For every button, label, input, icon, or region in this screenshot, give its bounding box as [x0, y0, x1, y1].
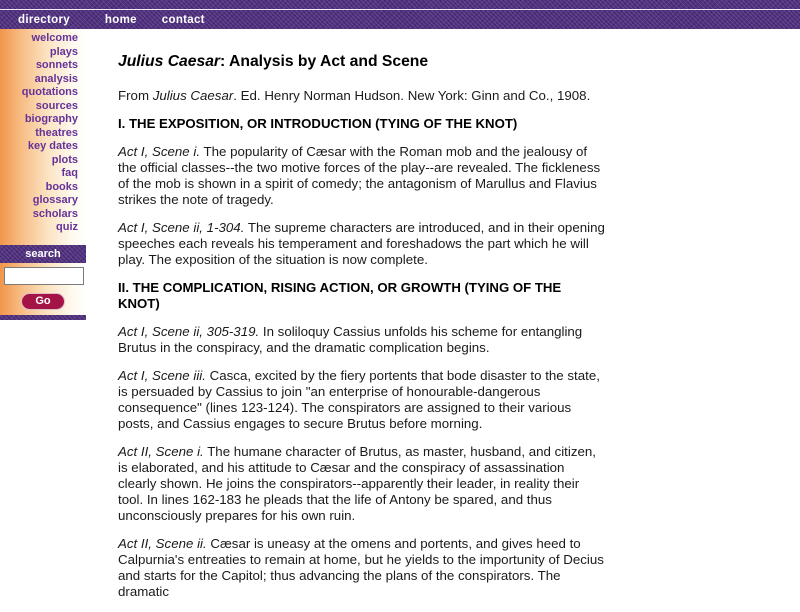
search-section-label: search: [0, 245, 86, 263]
paragraph-text: The humane character of Brutus, as master, husband, and citizen, is elaborated, and his attitude to Cæsar and the conspiracy of assassination clearly shown. He joins the conspirators--apparently their leader, in reality their tool. In lines 162-183 he pleads that the life of Antony be spared, and thus unconsciously prepares for his own ruin.: [118, 444, 596, 523]
top-navbar: [0, 10, 800, 29]
analysis-paragraph: [118, 368, 606, 432]
sidebar-item-quiz[interactable]: quiz: [56, 221, 78, 233]
source-line: [118, 88, 606, 104]
sidebar-item-scholars[interactable]: scholars: [32, 207, 78, 220]
section-heading-exposition: I. THE EXPOSITION, OR INTRODUCTION (TYING OF THE KNOT): [118, 116, 518, 131]
section-heading-complication: II. THE COMPLICATION, RISING ACTION, OR GROWTH (TYING OF THE KNOT): [118, 280, 562, 311]
page-title-rest: : Analysis by Act and Scene: [220, 53, 429, 70]
scene-reference: Act I, Scene i.: [118, 144, 201, 159]
sidebar-item-plots[interactable]: plots: [51, 153, 78, 166]
sidebar-item-key-dates[interactable]: key dates: [27, 140, 78, 152]
paragraph-text: The supreme characters are introduced, and in their opening speeches each reveals his temperament and foreshadows the part which he will play. The exposition of the situation is now complete.: [118, 220, 605, 267]
scene-reference: Act I, Scene ii, 305-319.: [118, 324, 260, 339]
sidebar-item-welcome[interactable]: welcome: [31, 32, 78, 44]
page-title: [118, 52, 606, 71]
sidebar-item-biography[interactable]: biography: [24, 113, 78, 125]
main-content: [118, 29, 606, 612]
sidebar-item-sources[interactable]: sources: [35, 99, 78, 112]
paragraph-text: Casca, excited by the fiery portents that bode disaster to the state, is persuaded by Cassius to join "an enterprise of honourable-dangerous consequence" (lines 123-124). The conspirators are assigned to their various posts, and Cassius engages to secure Brutus before morning.: [118, 368, 600, 431]
sidebar-item-plays[interactable]: plays: [49, 45, 78, 58]
scene-reference: Act I, Scene iii.: [118, 368, 206, 383]
sidebar-item-sonnets[interactable]: sonnets: [35, 59, 78, 71]
analysis-paragraph: [118, 324, 606, 356]
analysis-paragraph: [118, 536, 606, 600]
analysis-paragraph: [118, 220, 606, 268]
paragraph-text: In soliloquy Cassius unfolds his scheme for entangling Brutus in the conspiracy, and the dramatic complication begins.: [118, 324, 583, 355]
nav-item-contact[interactable]: contact: [161, 13, 205, 26]
page-title-italic: Julius Caesar: [118, 53, 221, 70]
sidebar-item-faq[interactable]: faq: [61, 167, 78, 179]
sidebar: [0, 29, 86, 320]
search-go-wrap: [0, 291, 86, 310]
analysis-paragraph: [118, 144, 606, 208]
sidebar-item-quotations[interactable]: quotations: [21, 86, 78, 98]
decorative-top-strip: [0, 0, 800, 9]
sidebar-item-theatres[interactable]: theatres: [35, 126, 78, 139]
sidebar-nav: [0, 29, 86, 235]
nav-item-home[interactable]: home: [104, 13, 137, 26]
paragraph-text: The popularity of Cæsar with the Roman mob and the jealousy of the official classes--the two motive forces of the play--are revealed. The fickleness of the mob is shown in a spirit of comedy; the antagonism of Marullus and Flavius strikes the note of tragedy.: [118, 144, 601, 207]
search-input[interactable]: [4, 267, 84, 285]
analysis-paragraph: [118, 444, 606, 524]
source-italic: Julius Caesar: [152, 88, 234, 103]
sidebar-item-books[interactable]: books: [45, 180, 78, 193]
paragraph-text: Cæsar is uneasy at the omens and portents, and gives heed to Calpurnia's entreaties to remain at home, but he yields to the importunity of Decius and starts for the Capitol; thus advancing the plans of the conspirators. The dramatic: [118, 536, 604, 599]
sidebar-item-glossary[interactable]: glossary: [32, 194, 78, 206]
scene-reference: Act II, Scene ii.: [118, 536, 207, 551]
search-go-button[interactable]: Go: [21, 293, 64, 310]
source-prefix: From: [118, 88, 153, 103]
scene-reference: Act II, Scene i.: [118, 444, 204, 459]
nav-item-directory[interactable]: directory: [18, 13, 70, 26]
scene-reference: Act I, Scene ii, 1-304.: [118, 220, 245, 235]
sidebar-item-analysis[interactable]: analysis: [34, 72, 78, 85]
source-rest: . Ed. Henry Norman Hudson. New York: Ginn and Co., 1908.: [233, 88, 591, 103]
sidebar-bottom-strip: [0, 315, 86, 320]
